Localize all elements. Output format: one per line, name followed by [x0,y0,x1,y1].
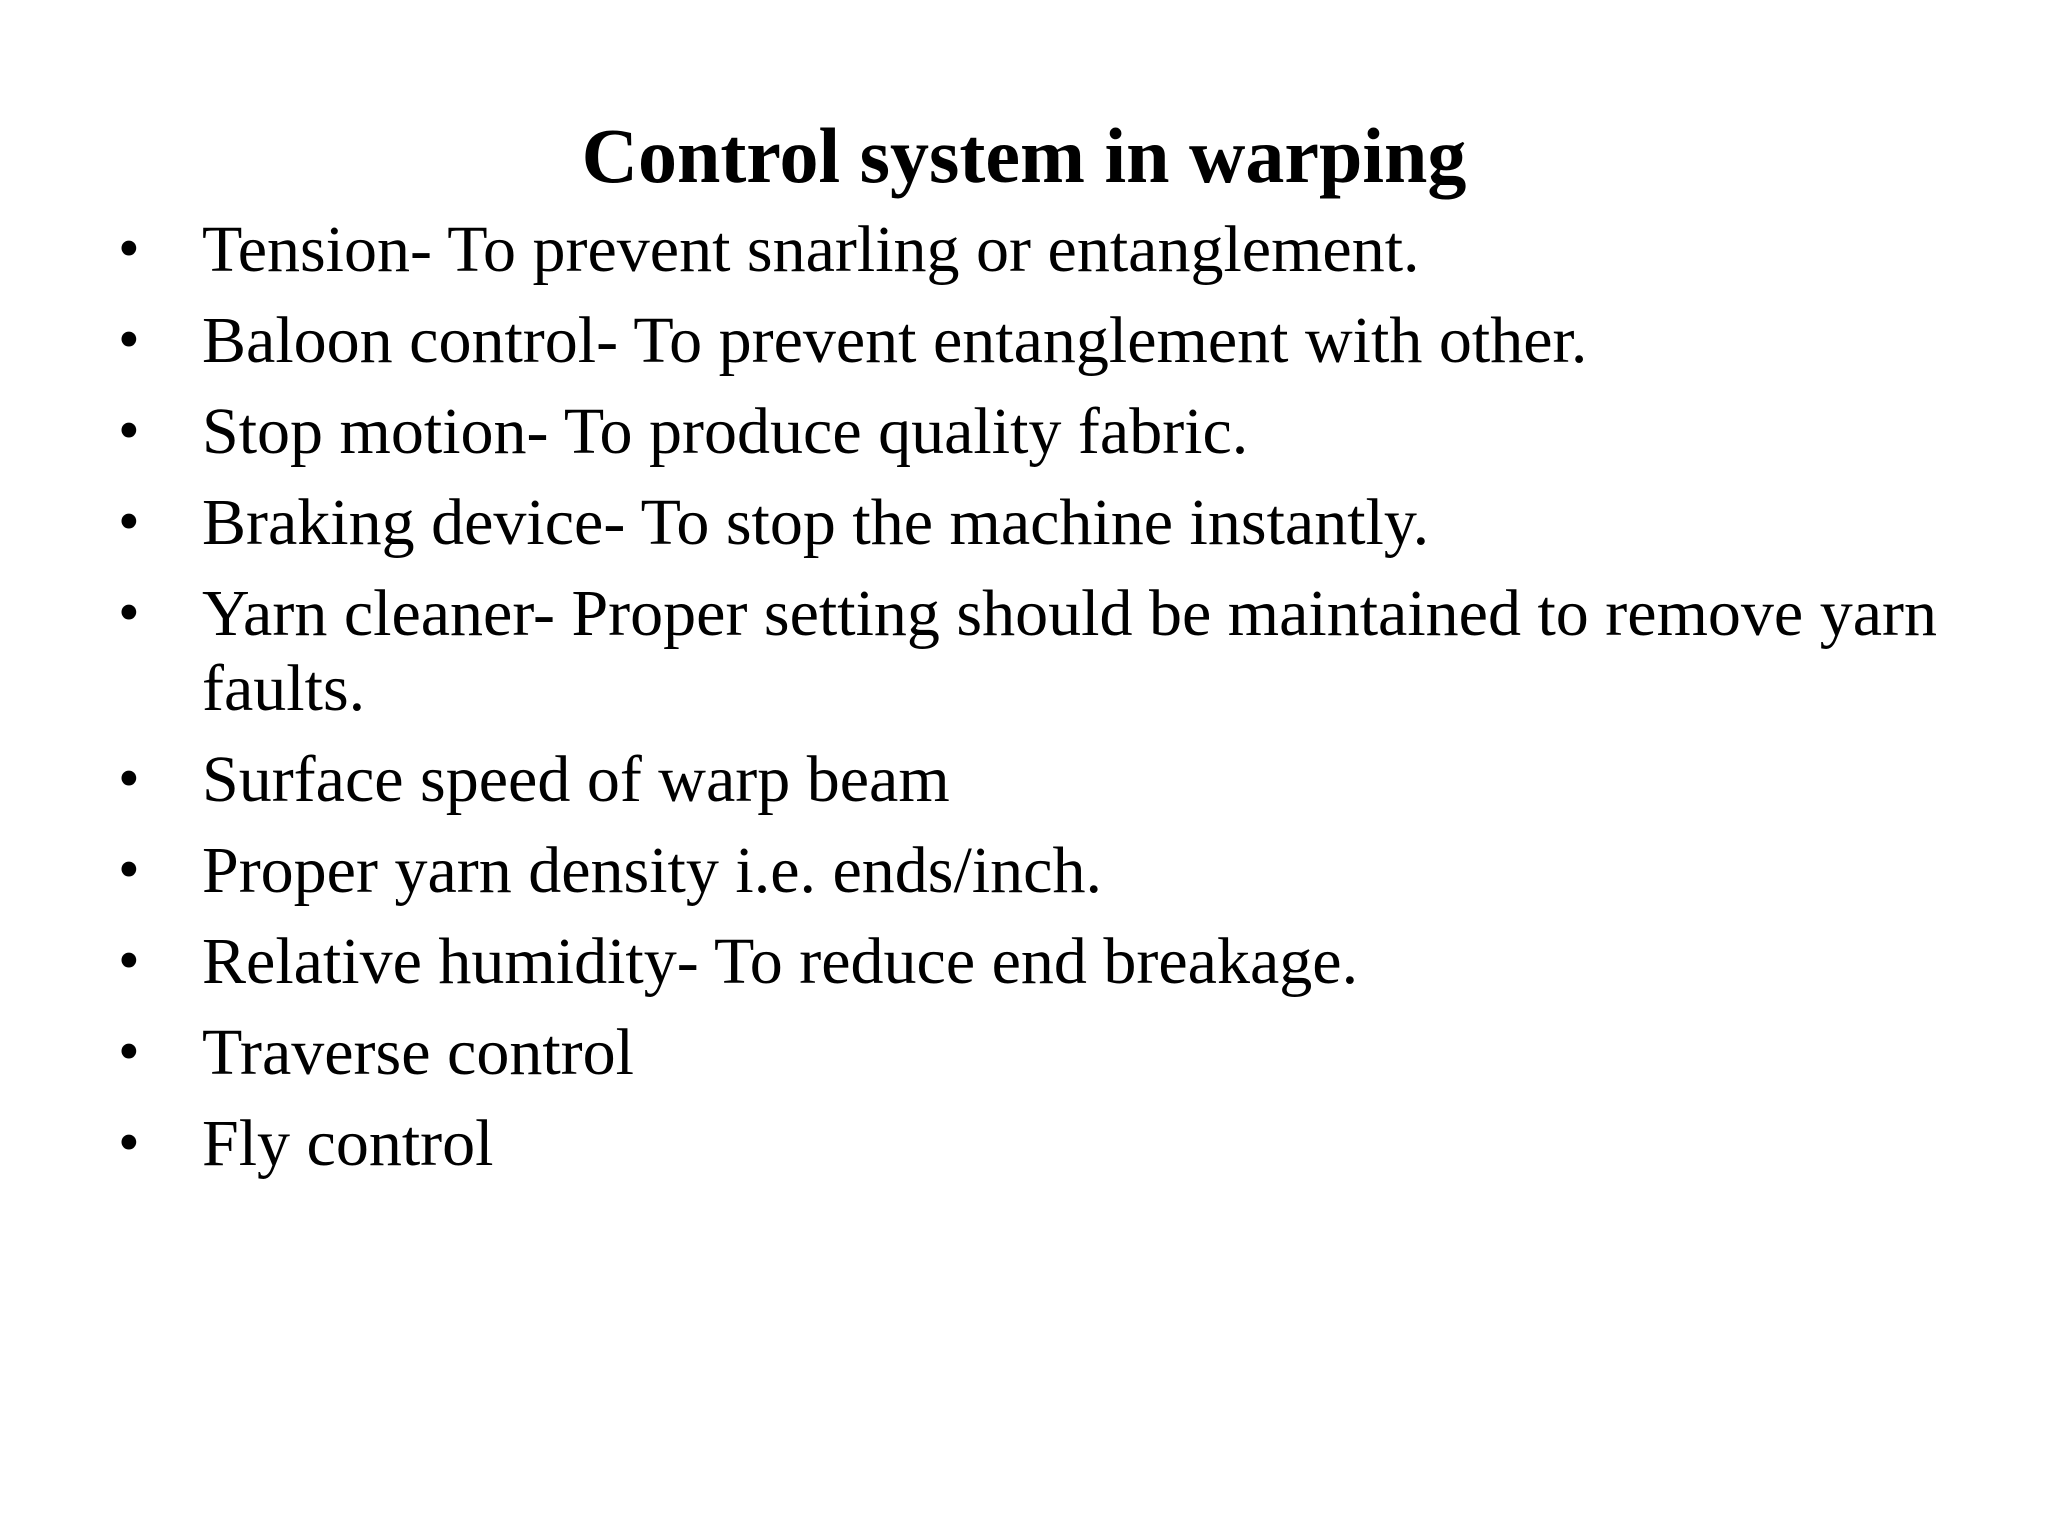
bullet-icon: • [118,927,140,995]
list-item [118,303,1978,378]
bullet-icon: • [118,306,140,374]
list-item [118,833,1978,908]
list-item-text: Surface speed of warp beam [202,743,950,816]
list-item-text: Baloon control- To prevent entanglement with other. [202,304,1588,377]
list-item-text: Yarn cleaner- Proper setting should be maintained to remove yarn faults. [202,577,1937,725]
list-item-text: Stop motion- To produce quality fabric. [202,395,1249,468]
bullet-icon: • [118,1109,140,1177]
bullet-icon: • [118,836,140,904]
bullet-icon: • [118,488,140,556]
list-item [118,485,1978,560]
bullet-icon: • [118,397,140,465]
list-item [118,212,1978,287]
list-item-text: Tension- To prevent snarling or entanglement. [202,213,1420,286]
bullet-icon: • [118,215,140,283]
list-item-text: Braking device- To stop the machine instantly. [202,486,1430,559]
list-item [118,742,1978,817]
bullet-icon: • [118,745,140,813]
list-item-text: Fly control [202,1107,494,1180]
list-item [118,576,1978,726]
bullet-icon: • [118,1018,140,1086]
list-item-text: Relative humidity- To reduce end breakage. [202,925,1359,998]
slide-title: Control system in warping [581,112,1467,199]
list-item [118,1015,1978,1090]
list-item [118,1106,1978,1181]
list-item [118,394,1978,469]
bullet-icon: • [118,579,140,647]
list-item-text: Proper yarn density i.e. ends/inch. [202,834,1102,907]
list-item [118,924,1978,999]
bullet-list [118,212,1978,1197]
list-item-text: Traverse control [202,1016,634,1089]
